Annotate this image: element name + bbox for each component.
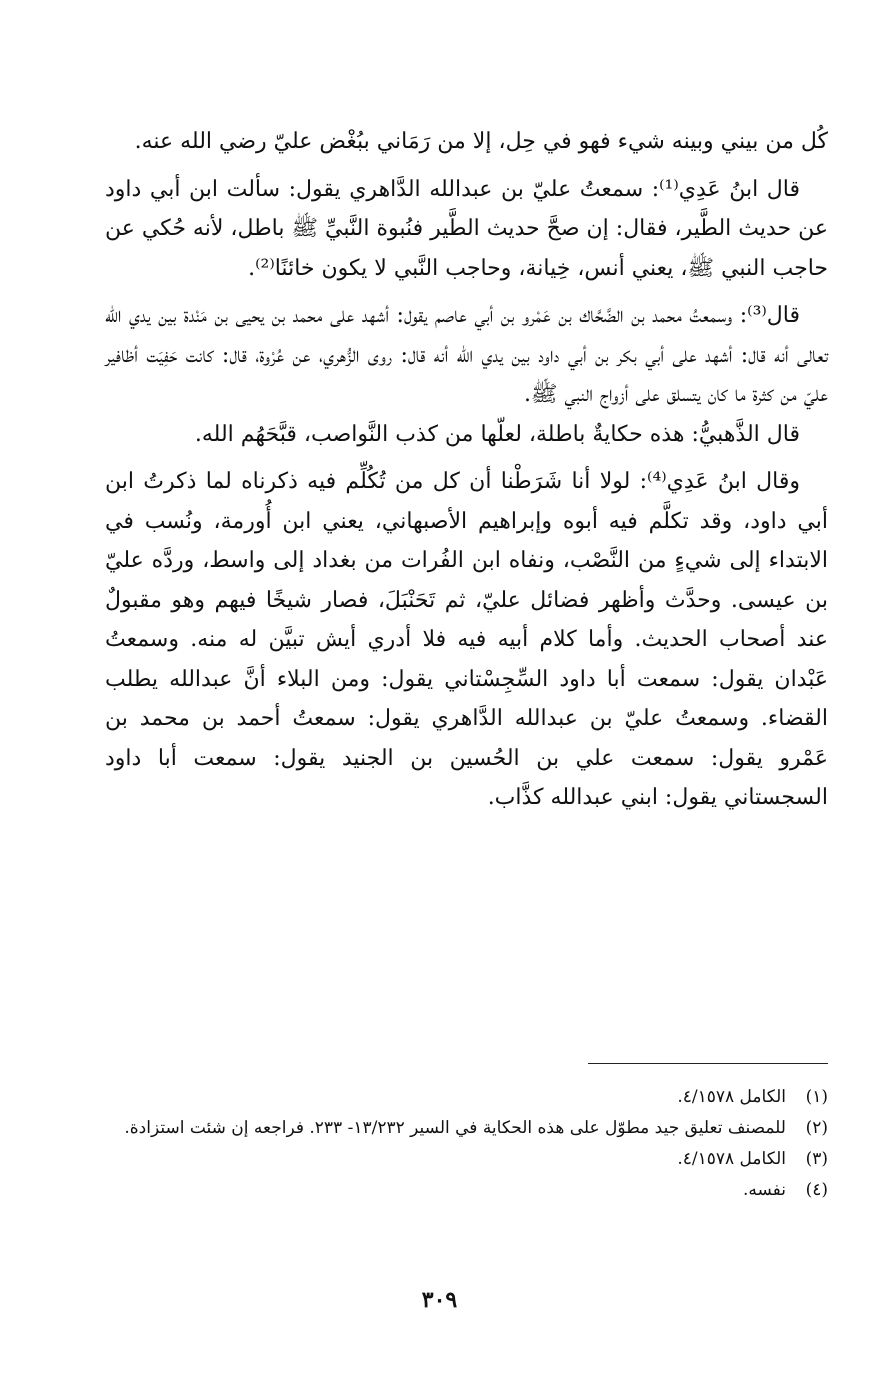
page-number: ٣٠٩	[421, 1287, 458, 1313]
main-text	[105, 122, 828, 818]
footnote	[105, 1082, 828, 1113]
footnote	[105, 1113, 828, 1144]
footnote-text: للمصنف تعليق جيد مطوّل على هذه الحكاية في السير ١٣/٢٣٢- ٢٣٣. فراجعه إن شئت استزادة.	[124, 1118, 786, 1138]
paragraph-continuation: كُل من بيني وبينه شيء فهو في حِل، إلا من رَمَاني ببُغْض عليّ رضي الله عنه.	[134, 129, 828, 154]
footnotes	[105, 1082, 828, 1206]
footnote-number: (٤)	[805, 1180, 828, 1200]
footnote-number: (١)	[805, 1087, 828, 1107]
footnote-number: (٢)	[805, 1118, 828, 1138]
paragraph-qal-3: قال⁽³⁾: وسمعتُ محمد بن الضَّحَّاك بن عَمْرو بن أبي عاصم يقول: أشهد على محمد بن يحيى بن مَنْدة بين يدي الله تعالى أنه قال: أشهد على أبي بكر بن أبي داود بين يدي الله أنه قال: روى الزُّهري، عن عُرْوة، قال: كانت حَفِيَت أظافير عليّ من كثرة ما كان يتسلق على أزواج النبي ﷺ.	[105, 303, 828, 407]
footnote-text: الكامل ٤/١٥٧٨.	[677, 1149, 786, 1169]
footnote-number: (٣)	[805, 1149, 828, 1169]
paragraph-ibn-adi-4: وقال ابنُ عَدِي⁽⁴⁾: لولا أنا شَرَطْنا أن كل من تُكُلِّم فيه ذكرناه لما ذكرتُ ابن أبي داود، وقد تكلَّم فيه أبوه وإبراهيم الأصبهاني، يعني ابن أُورمة، ونُسب في الابتداء إلى شيءٍ من النَّصْب، ونفاه ابن الفُرات من بغداد إلى واسط، وردَّه عليّ بن عيسى. وحدَّث وأظهر فضائل عليّ، ثم تَحَنْبَلَ، فصار شيخًا فيهم وهو مقبولٌ عند أصحاب الحديث. وأما كلام أبيه فيه فلا أدري أيش تبيَّن له منه. وسمعتُ عَبْدان يقول: سمعت أبا داود السِّجِسْتاني يقول: ومن البلاء أنَّ عبدالله يطلب القضاء. وسمعتُ عليّ بن عبدالله الدَّاهري يقول: سمعتُ أحمد بن محمد بن عَمْرو يقول: سمعت علي بن الحُسين بن الجنيد يقول: سمعت أبا داود السجستاني يقول: ابني عبدالله كذَّاب.	[105, 469, 828, 810]
footnote	[105, 1144, 828, 1175]
footnote	[105, 1175, 828, 1206]
footnote-separator	[588, 1063, 828, 1064]
footnote-text: نفسه.	[742, 1180, 786, 1200]
paragraph-ibn-adi-1: قال ابنُ عَدِي⁽¹⁾: سمعتُ عليّ بن عبدالله الدَّاهري يقول: سألت ابن أبي داود عن حديث الطَّير، فقال: إن صحَّ حديث الطَّير فنُبوة النَّبيِّ ﷺ باطل، لأنه حُكي عن حاجب النبي ﷺ، يعني أنس، خِيانة، وحاجب النَّبي لا يكون خائنًا⁽²⁾.	[104, 176, 828, 281]
footnote-text: الكامل ٤/١٥٧٨.	[677, 1087, 786, 1107]
paragraph-dhahabi: قال الذَّهبيُّ: هذه حكايةٌ باطلة، لعلّها من كذب النَّواصب، قبَّحَهُم الله.	[194, 421, 800, 447]
